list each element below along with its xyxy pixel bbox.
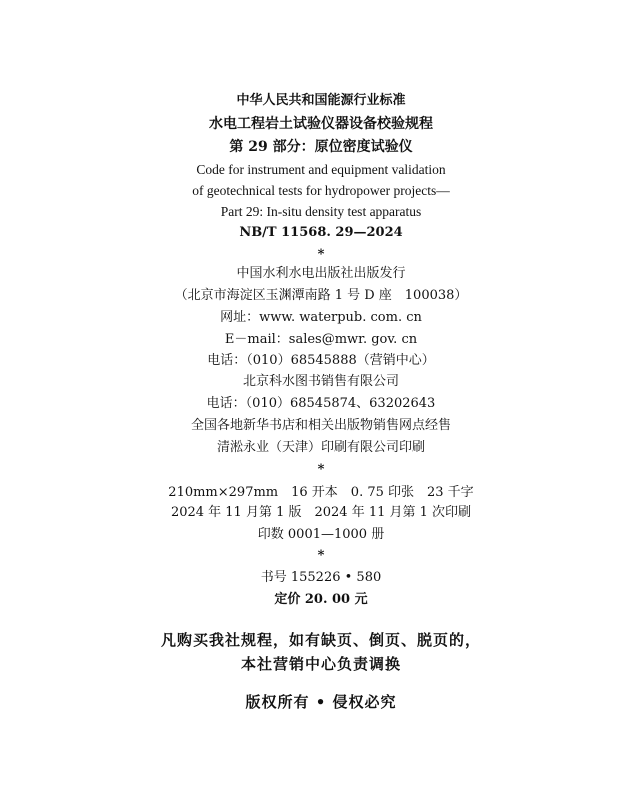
- distributor-name: 北京科水图书销售有限公司: [242, 374, 399, 389]
- edition-info: 2024 年 11 月第 1 版 2024 年 11 月第 1 次印刷: [170, 505, 472, 520]
- book-number: 书号 155226 • 580: [260, 570, 382, 585]
- publisher-phone: 电话：（010）68545888（营销中心）: [207, 353, 435, 368]
- sales-network: 全国各地新华书店和相关出版物销售网点经售: [190, 418, 451, 433]
- price: 定价 20. 00 元: [274, 592, 368, 607]
- standard-type: 中华人民共和国能源行业标准: [236, 93, 406, 108]
- print-run: 印数 0001—1000 册: [257, 527, 385, 542]
- part-title-cn: 第 29 部分：原位密度试验仪: [229, 139, 413, 155]
- publisher-website: 网址：www. waterpub. com. cn: [220, 310, 422, 325]
- distributor-phone: 电话：（010）68545874、63202643: [206, 396, 436, 411]
- printer: 清淞永业（天津）印刷有限公司印刷: [216, 440, 425, 455]
- publisher-email: E－mail：sales@mwr. gov. cn: [224, 332, 418, 347]
- title-en-line-1: Code for instrument and equipment validation: [196, 162, 446, 177]
- title-en-line-3: Part 29: In-situ density test apparatus: [220, 204, 422, 219]
- copyright-notice: 版权所有 • 侵权必究: [245, 693, 397, 711]
- separator-1: *: [317, 247, 325, 262]
- replacement-notice-line-2: 本社营销中心负责调换: [240, 655, 401, 673]
- standard-number: NB/T 11568. 29—2024: [239, 225, 403, 240]
- publisher-name: 中国水利水电出版社出版发行: [236, 266, 406, 281]
- separator-3: *: [317, 548, 325, 563]
- title-en-line-2: of geotechnical tests for hydropower projects—: [192, 183, 450, 198]
- format-spec: 210mm×297mm 16 开本 0. 75 印张 23 千字: [168, 485, 474, 500]
- replacement-notice-line-1: 凡购买我社规程，如有缺页、倒页、脱页的，: [160, 631, 481, 649]
- title-cn: 水电工程岩土试验仪器设备校验规程: [209, 116, 433, 132]
- separator-2: *: [317, 462, 325, 477]
- publisher-address: （北京市海淀区玉渊潭南路 1 号 D 座 100038）: [174, 288, 468, 303]
